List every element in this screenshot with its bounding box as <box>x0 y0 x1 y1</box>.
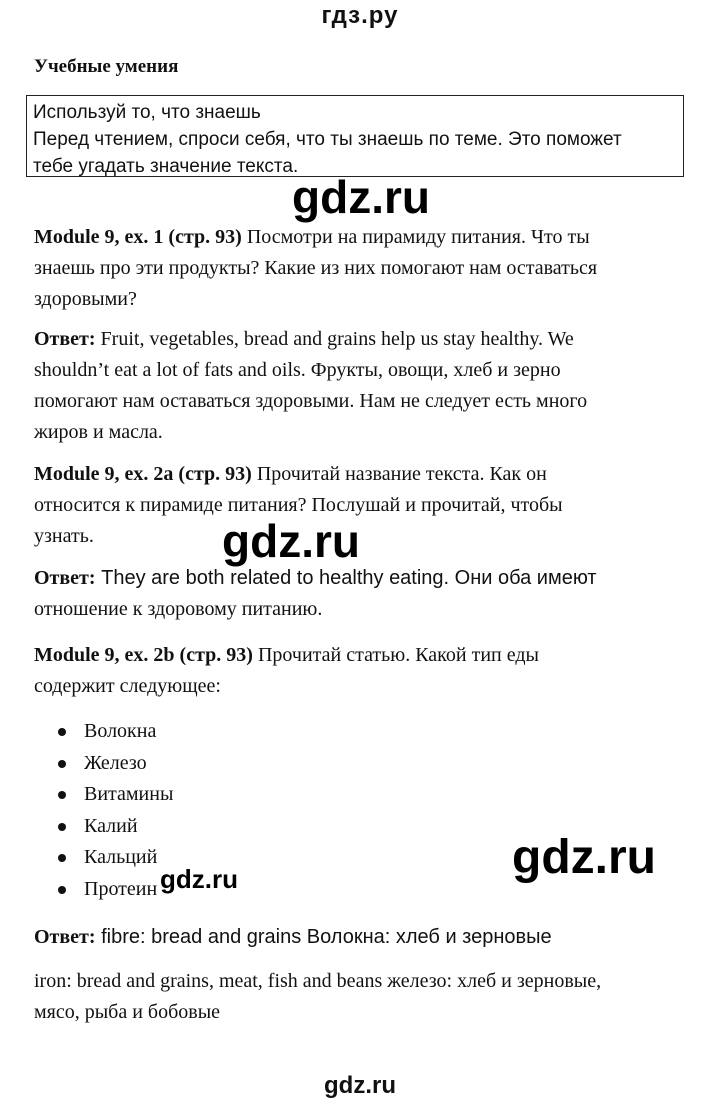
answer-text: мясо, рыба и бобовые <box>34 1001 221 1023</box>
answer-text: Fruit, vegetables, bread and grains help us stay healthy. We <box>95 328 574 350</box>
watermark: gdz.ru <box>292 171 430 223</box>
site-logo-header: гдз.ру <box>321 2 399 29</box>
answer-label: Ответ: <box>34 926 96 948</box>
exercise-2b <box>34 640 694 702</box>
exercise-text: знаешь про эти продукты? Какие из них помогают нам оставаться <box>34 257 598 279</box>
answer-label: Ответ: <box>34 567 96 589</box>
answer-text: жиров и масла. <box>34 421 163 443</box>
exercise-text: содержит следующее: <box>34 675 221 697</box>
exercise-2a <box>34 459 694 552</box>
answer-1 <box>34 324 694 448</box>
answer-text: They are both related to healthy eating. Они оба имеют <box>95 567 597 589</box>
list-item: Витамины <box>56 779 173 811</box>
exercise-ref: Module 9, ex. 2b (стр. 93) <box>34 644 253 666</box>
exercise-text: узнать. <box>34 525 94 547</box>
exercise-ref: Module 9, ex. 2a (стр. 93) <box>34 463 252 485</box>
tip-text-line: Перед чтением, спроси себя, что ты знаешь по теме. Это поможет <box>33 129 622 150</box>
section-title: Учебные умения <box>34 56 179 77</box>
exercise-text: Прочитай статью. Какой тип еды <box>252 644 539 666</box>
tip-text-line: тебе угадать значение текста. <box>33 156 299 177</box>
answer-2a <box>34 563 694 625</box>
exercise-text: относится к пирамиде питания? Послушай и прочитай, чтобы <box>34 494 563 516</box>
watermark: gdz.ru <box>222 515 360 567</box>
exercise-1 <box>34 222 694 315</box>
answer-2b <box>34 922 694 953</box>
list-item: Кальций <box>56 842 173 874</box>
exercise-text: здоровыми? <box>34 288 137 310</box>
tip-heading: Используй то, что знаешь <box>33 102 261 123</box>
answer-text: fibre: bread and grains Волокна: хлеб и зерновые <box>95 926 552 948</box>
answer-text: iron: bread and grains, meat, fish and beans железо: хлеб и зерновые, <box>34 970 602 992</box>
answer-label: Ответ: <box>34 328 96 350</box>
site-logo-footer: gdz.ru <box>324 1072 396 1099</box>
watermark: gdz.ru <box>512 831 656 884</box>
exercise-text: Прочитай название текста. Как он <box>251 463 547 485</box>
list-item: Волокна <box>56 716 173 748</box>
list-item: Железо <box>56 748 173 780</box>
tip-box <box>26 95 684 177</box>
answer-text: shouldn’t eat a lot of fats and oils. Фрукты, овощи, хлеб и зерно <box>34 359 561 381</box>
list-item: Протеин <box>56 874 173 906</box>
exercise-ref: Module 9, ex. 1 (стр. 93) <box>34 226 242 248</box>
exercise-text: Посмотри на пирамиду питания. Что ты <box>241 226 590 248</box>
nutrient-list <box>56 716 173 905</box>
answer-2b-continued <box>34 966 694 1028</box>
answer-text: отношение к здоровому питанию. <box>34 598 323 620</box>
list-item: Калий <box>56 811 173 843</box>
watermark: gdz.ru <box>160 864 238 894</box>
answer-text: помогают нам оставаться здоровыми. Нам не следует есть много <box>34 390 588 412</box>
